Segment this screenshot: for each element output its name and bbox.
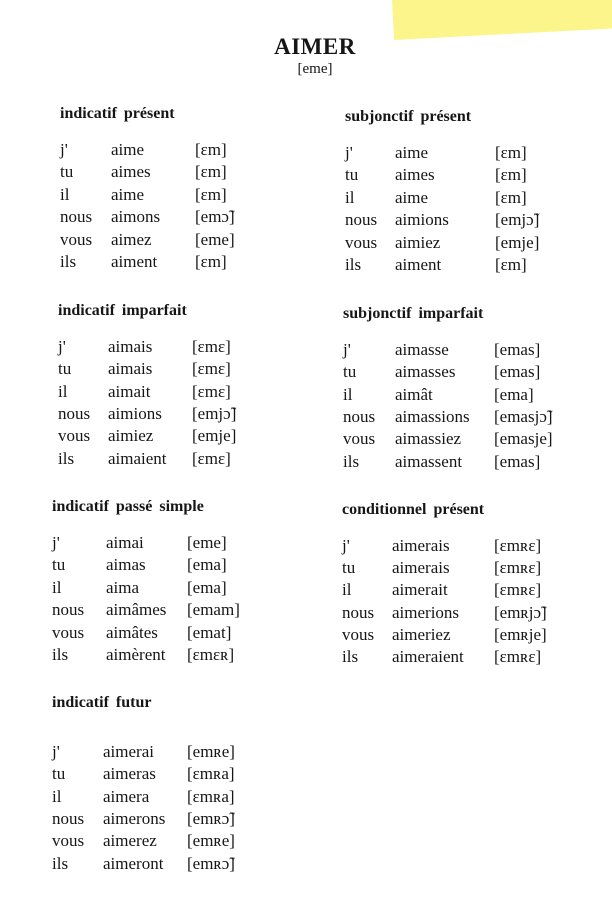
pronoun: tu (52, 764, 66, 784)
pronoun: il (345, 187, 355, 207)
pronunciation: [ɛmɛʀ] (187, 645, 235, 664)
pronoun: j' (52, 533, 60, 552)
verb-form: aime (111, 184, 145, 204)
pronunciation: [ema] (187, 555, 227, 575)
pronoun: il (60, 184, 70, 204)
verb-form: aimerons (103, 808, 166, 828)
pronunciation: [emas] (494, 451, 541, 471)
pronoun: nous (52, 600, 85, 620)
pronoun: nous (342, 602, 375, 622)
pronoun: il (58, 381, 68, 401)
pronunciation: [emʀɔ̃] (187, 808, 235, 828)
verb-form: aimerais (392, 558, 450, 578)
pronunciation: [emɔ̃] (195, 207, 235, 227)
verb-form: aimai (106, 533, 144, 552)
pronoun: vous (343, 429, 376, 449)
pronunciation: [emje] (495, 232, 540, 252)
section-title: subjonctif imparfait (343, 305, 484, 322)
pronoun: ils (60, 252, 77, 271)
pronoun: tu (342, 558, 356, 578)
pronoun: vous (58, 426, 91, 446)
pronoun: vous (52, 831, 85, 851)
verb-form: aimons (111, 207, 161, 227)
pronoun: ils (343, 451, 360, 471)
pronoun: j' (345, 143, 353, 162)
section-title: subjonctif présent (345, 108, 472, 125)
pronoun: j' (342, 536, 350, 555)
verb-form: aimerez (103, 831, 157, 851)
pronoun: vous (342, 624, 375, 644)
verb-form: aimerions (392, 602, 460, 622)
pronunciation: [ɛm] (195, 184, 227, 204)
pronoun: tu (345, 165, 359, 185)
verb-form: aime (395, 143, 429, 162)
verb-form: aimeront (103, 853, 164, 873)
section-title: indicatif présent (60, 105, 175, 122)
pronoun: ils (345, 255, 362, 274)
pronunciation: [ɛmʀɛ] (494, 580, 542, 600)
pronunciation: [emasjɔ̃] (494, 406, 553, 426)
verb-form: aimerait (392, 580, 448, 600)
pronoun: nous (343, 406, 376, 426)
pronoun: il (52, 786, 62, 806)
pronoun: j' (52, 742, 60, 761)
pronoun: tu (60, 162, 74, 182)
pronoun: tu (58, 359, 72, 379)
verb-form: aimions (395, 210, 449, 230)
pronoun: il (52, 577, 62, 597)
pronoun: vous (52, 622, 85, 642)
verb-form: aimâmes (106, 600, 167, 620)
pronunciation: [emat] (187, 622, 232, 642)
verb-form: aiment (395, 255, 442, 274)
verb-form: aimasse (395, 340, 449, 359)
pronunciation: [ɛm] (495, 165, 527, 185)
verb-form: aimerais (392, 536, 450, 555)
pronoun: ils (52, 645, 69, 664)
pronoun: nous (345, 210, 378, 230)
pronunciation: [ɛmʀa] (187, 786, 235, 806)
verb-form: aimas (106, 555, 146, 575)
pronunciation: [ɛmɛ] (192, 448, 231, 468)
pronoun: vous (60, 229, 93, 249)
verb-form: aima (106, 577, 140, 597)
verb-form: aimâtes (106, 622, 158, 642)
verb-form: aiment (111, 252, 158, 271)
pronoun: nous (60, 207, 93, 227)
pronunciation: [emam] (187, 600, 240, 620)
pronoun: vous (345, 232, 378, 252)
pronunciation: [ɛmʀa] (187, 764, 235, 784)
verb-form: aimassent (395, 451, 463, 471)
verb-form: aimiez (395, 232, 441, 252)
pronunciation: [emje] (192, 426, 237, 446)
pronunciation: [emjɔ̃] (495, 210, 540, 230)
section-title: conditionnel présent (342, 501, 485, 518)
verb-form: aimions (108, 403, 162, 423)
pronunciation: [emʀe] (187, 742, 235, 761)
verb-form: aimeriez (392, 624, 451, 644)
pronunciation: [emas] (494, 340, 541, 359)
verb-form: aimaient (108, 448, 167, 468)
verb-form: aimez (111, 229, 152, 249)
pronunciation: [ɛm] (495, 143, 527, 162)
pronunciation: [ɛm] (195, 162, 227, 182)
pronunciation: [emʀɔ̃] (187, 853, 235, 873)
verb-form: aime (111, 140, 145, 159)
pronunciation: [ɛmɛ] (192, 381, 231, 401)
pronunciation: [ɛm] (495, 255, 527, 274)
verb-title: AIMER (274, 34, 356, 59)
pronunciation: [eme] (195, 229, 235, 249)
section-title: indicatif passé simple (52, 498, 204, 515)
pronunciation: [emjɔ̃] (192, 403, 237, 423)
pronoun: ils (52, 853, 69, 873)
verb-form: aimait (108, 381, 151, 401)
verb-form: aimèrent (106, 645, 166, 664)
pronunciation: [ɛmʀɛ] (494, 536, 542, 555)
pronunciation: [ɛm] (195, 252, 227, 271)
pronoun: tu (343, 362, 357, 382)
verb-form: aimerai (103, 742, 154, 761)
pronunciation: [emʀjɔ̃] (494, 602, 547, 622)
verb-form: aime (395, 187, 429, 207)
pronunciation: [ɛmɛ] (192, 359, 231, 379)
verb-form: aimasses (395, 362, 456, 382)
pronoun: ils (342, 647, 359, 666)
verb-form: aimassions (395, 406, 470, 426)
pronunciation: [ɛm] (195, 140, 227, 159)
pronunciation: [ɛmɛ] (192, 337, 231, 356)
pronoun: j' (60, 140, 68, 159)
pronunciation: [emasje] (494, 429, 553, 449)
verb-form: aimeraient (392, 647, 464, 666)
pronoun: nous (52, 808, 85, 828)
pronunciation: [ɛmʀɛ] (494, 558, 542, 578)
pronoun: j' (58, 337, 66, 356)
pronunciation: [ɛm] (495, 187, 527, 207)
pronunciation: [emʀe] (187, 831, 235, 851)
pronunciation: [ɛmʀɛ] (494, 647, 542, 666)
verb-form: aimassiez (395, 429, 462, 449)
pronoun: tu (52, 555, 66, 575)
verb-form: aimais (108, 359, 153, 379)
section-title: indicatif imparfait (58, 302, 187, 319)
verb-form: aimais (108, 337, 153, 356)
pronoun: j' (343, 340, 351, 359)
pronoun: il (342, 580, 352, 600)
verb-form: aimes (111, 162, 151, 182)
verb-form: aimeras (103, 764, 156, 784)
verb-phonetic: [eme] (297, 61, 333, 77)
pronunciation: [ema] (494, 384, 534, 404)
pronoun: ils (58, 448, 75, 468)
pronunciation: [ema] (187, 577, 227, 597)
verb-form: aimes (395, 165, 435, 185)
verb-form: aimiez (108, 426, 154, 446)
verb-form: aimera (103, 786, 150, 806)
pronoun: il (343, 384, 353, 404)
section-title: indicatif futur (52, 694, 152, 711)
pronunciation: [emʀje] (494, 624, 547, 644)
verb-form: aimât (395, 384, 433, 404)
pronunciation: [emas] (494, 362, 541, 382)
pronunciation: [eme] (187, 533, 227, 552)
pronoun: nous (58, 403, 91, 423)
